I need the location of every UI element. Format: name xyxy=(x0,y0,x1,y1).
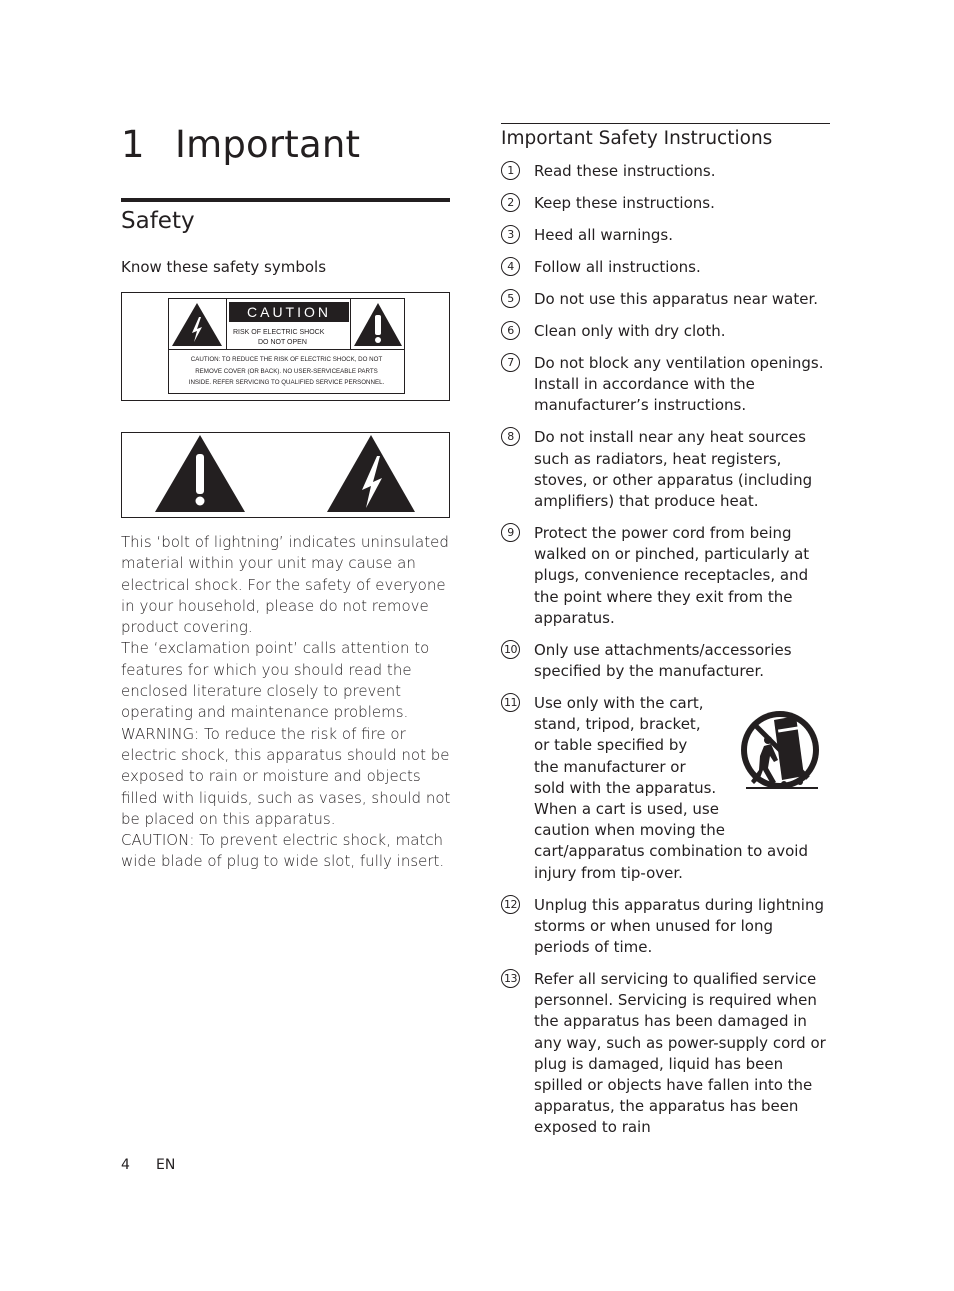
item-number-badge: 7 xyxy=(501,353,520,372)
list-item xyxy=(501,161,833,182)
item-number-badge: 3 xyxy=(501,225,520,244)
list-item xyxy=(501,225,833,246)
caution-title: CAUTION xyxy=(229,302,349,322)
item-number-badge: 12 xyxy=(501,895,520,914)
list-item xyxy=(501,193,833,214)
caution-text-line-3: INSIDE. REFER SERVICING TO QUALIFIED SERVICE PERSONNEL. xyxy=(188,379,385,386)
exclamation-warning-icon xyxy=(153,434,247,514)
list-item xyxy=(501,895,833,959)
lightning-warning-icon xyxy=(325,434,417,514)
item-number-badge: 5 xyxy=(501,289,520,308)
item-text: Follow all instructions. xyxy=(534,258,701,276)
item-text: Do not install near any heat sources such as radiators, heat registers, stoves, or other apparatus (including amplifiers) that produce heat. xyxy=(534,428,813,511)
chapter-title: Important xyxy=(175,123,361,166)
item-number-badge: 9 xyxy=(501,523,520,542)
item-text: Keep these instructions. xyxy=(534,194,715,212)
list-item xyxy=(501,257,833,278)
caution-divider-left xyxy=(226,298,227,349)
item-text-line: sold with the apparatus. xyxy=(534,778,717,797)
section-rule xyxy=(121,198,450,202)
body-paragraph: WARNING: To reduce the risk of fire or electric shock, this apparatus should not be exposed to rain or moisture and objects filled with liquids, such as vases, should not be placed on this apparatus. xyxy=(121,724,451,828)
caution-divider-right xyxy=(350,298,351,349)
item-text: caution when moving the cart/apparatus combination to avoid injury from tip-over. xyxy=(534,821,808,882)
item-number-badge: 8 xyxy=(501,427,520,446)
item-text: Read these instructions. xyxy=(534,162,716,180)
list-item xyxy=(501,427,833,512)
item-number-badge: 10 xyxy=(501,640,520,659)
page-number: 4 xyxy=(121,1157,130,1173)
item-number-badge: 13 xyxy=(501,969,520,988)
caution-divider xyxy=(168,349,405,350)
list-item xyxy=(501,969,833,1139)
cart-tip-over-icon xyxy=(738,706,822,794)
body-paragraph: CAUTION: To prevent electric shock, match wide blade of plug to wide slot, fully insert. xyxy=(121,831,445,871)
instructions-list xyxy=(501,161,833,1149)
item-number-badge: 11 xyxy=(501,693,520,712)
item-text: Clean only with dry cloth. xyxy=(534,322,726,340)
safety-body-text xyxy=(121,532,451,873)
item-text-line: When a cart is used, use xyxy=(534,800,719,819)
item-text: Protect the power cord from being walked on or pinched, particularly at plugs, convenience receptacles, and the point where they exit from the apparatus. xyxy=(534,524,810,627)
list-item xyxy=(501,353,833,417)
item-text: Heed all warnings. xyxy=(534,226,673,244)
list-item xyxy=(501,289,833,310)
section-title: Safety xyxy=(121,208,195,234)
item-text-line: the manufacturer or xyxy=(534,757,686,776)
item-text-line: stand, tripod, bracket, xyxy=(534,715,701,734)
body-paragraph: The ‘exclamation point’ calls attention to features for which you should read the enclosed literature closely to prevent operating and maintenance problems. xyxy=(121,639,430,722)
item-text: Do not use this apparatus near water. xyxy=(534,290,819,308)
caution-subtitle-1: RISK OF ELECTRIC SHOCK xyxy=(233,329,325,336)
caution-subtitle-2: DO NOT OPEN xyxy=(258,339,307,346)
chapter-heading xyxy=(121,122,360,168)
caution-text-line-2: REMOVE COVER (OR BACK). NO USER-SERVICEABLE PARTS xyxy=(195,367,378,375)
item-text-line: Use only with the cart, xyxy=(534,694,704,713)
item-number-badge: 2 xyxy=(501,193,520,212)
language-code: EN xyxy=(156,1157,176,1173)
item-text: Only use attachments/accessories specified by the manufacturer. xyxy=(534,640,792,681)
caution-text-line-1: CAUTION: TO REDUCE THE RISK OF ELECTRIC SHOCK, DO NOT xyxy=(190,356,383,363)
caution-text xyxy=(170,354,403,389)
item-text-line: or table specified by xyxy=(534,736,688,755)
symbols-subheading: Know these safety symbols xyxy=(121,258,327,276)
item-number-badge: 6 xyxy=(501,321,520,340)
chapter-number: 1 xyxy=(121,123,145,166)
exclamation-warning-icon xyxy=(352,300,404,348)
list-item xyxy=(501,640,833,682)
instructions-rule xyxy=(501,123,830,124)
instructions-title: Important Safety Instructions xyxy=(501,128,773,149)
list-item xyxy=(501,523,833,629)
item-text: Do not block any ventilation openings. Install in accordance with the manufacturer’s instructions. xyxy=(534,354,824,415)
item-number-badge: 1 xyxy=(501,161,520,180)
item-text: Refer all servicing to qualified service personnel. Servicing is required when the apparatus has been damaged in any way, such as power-supply cord or plug is damaged, liquid has been spilled or objects have fallen into the apparatus, the apparatus has been exposed to rain xyxy=(534,970,826,1137)
lightning-warning-icon xyxy=(170,300,224,348)
body-paragraph: This ‘bolt of lightning’ indicates uninsulated material within your unit may cause an electrical shock. For the safety of everyone in your household, please do not remove product covering. xyxy=(121,533,449,637)
item-text: Unplug this apparatus during lightning storms or when unused for long periods of time. xyxy=(534,895,824,957)
item-number-badge: 4 xyxy=(501,257,520,276)
list-item xyxy=(501,321,833,342)
